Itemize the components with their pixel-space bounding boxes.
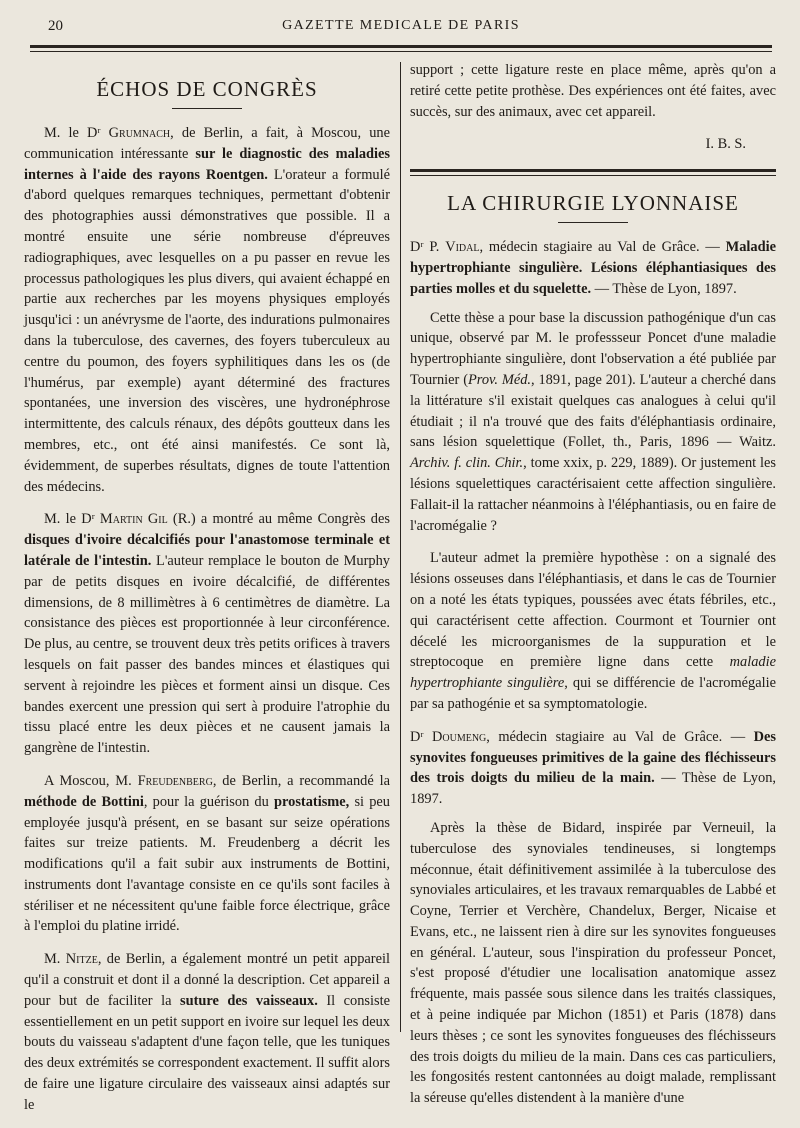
column-divider: [400, 62, 401, 1032]
paragraph-grumnach: M. le Dʳ Grumnach, de Berlin, a fait, à Moscou, une communication intéressante sur le diagnostic des maladies internes à l'aide des rayons Roentgen. L'orateur a formulé d'abord quelques remarques techniques, permettant d'obtenir des photographies aussi démonstratives que possible. Il a montré ensuite une série nombreuse d'épreuves radiographiques, avec lesquelles on a pu passer en revue les processus pathologiques les plus divers, qui avaient échappé en partie aux recherches par les moyens physiques employés jusqu'ici : un anévrysme de l'aorte, des indurations pulmonaires dans la tuberculose, des cavernes, des foyers tuberculeux au centre du poumon, des foyers syphilitiques dans les os (de l'humérus, par exemple) ayant déterminé des fractures spontanées, une inversion des viscères, une hydronéphrose intermittente, des calculs rénaux, des dépôts goutteux dans les membres, etc., ont été ainsi manifestés. Ce sont là, évidemment, de superbes résultats, dignes de toute l'attention des médecins.: [24, 125, 390, 495]
paragraph-vidal-1: Cette thèse a pour base la discussion pathogénique d'un cas unique, observé par M. le professseur Poncet d'une maladie hypertrophiante singulière, dont l'observation a été publiée par Tournier (Prov. Méd., 1891, page 201). L'auteur a cherché dans la littérature s'il existait quelques cas analogues à celui qu'il étudiait ; il n'a trouvé que des faits d'éléphantiasis ordinaire, sans lésion squelettique (Follet, th., Paris, 1896 — Waitz. Archiv. f. clin. Chir., tome xxix, p. 229, 1889). Or justement les lésions squelettiques caractérisaient cette affection singulière. Fallait-il la rattacher néanmoins à l'éléphantiasis, ou en faire de l'acromégalie ?: [410, 309, 777, 534]
running-title: GAZETTE MEDICALE DE PARIS: [282, 18, 520, 33]
author-name: Doumeng: [432, 728, 487, 745]
author-name: Nitze: [65, 951, 98, 968]
section-rule-thin: [410, 175, 776, 176]
section-rule: [558, 222, 628, 223]
page-header: [30, 14, 772, 40]
author-name: Martin Gil: [99, 511, 168, 528]
author-name: Freudenberg: [137, 772, 213, 789]
section-title-chirurgie: LA CHIRURGIE LYONNAISE: [447, 191, 739, 216]
bold-topic: prostatisme,: [274, 793, 350, 810]
section-title-echos: ÉCHOS DE CONGRÈS: [96, 77, 318, 101]
bold-topic: suture des vaisseaux.: [179, 992, 318, 1009]
author-name: Grumnach: [108, 125, 171, 141]
reference-doumeng: Dʳ Doumeng, médecin stagiaire au Val de Grâce. — Des synovites fongueuses primitives de la gaine des fléchisseurs des trois doigts du milieu de la main. — Thèse de Lyon, 1897.: [410, 728, 776, 808]
thesis-title: Des synovites fongueuses primitives de la gaine des fléchisseurs des trois doigts du milieu de la main.: [410, 728, 776, 787]
paragraph-vidal-2: L'auteur admet la première hypothèse : on a signalé des lésions osseuses dans l'éléphantiasis, et dans le cas de Tournier on a noté les états typiques, poussées avec états fébriles, etc., qui caractérisent cette affection. Courmont et Tournier ont décelé les microorganismes de la suppuration et le streptocoque en première ligne dans cette maladie hypertrophiante singulière, qui se différencie de l'acromégalie par sa pathogénie et sa symptomatologie.: [410, 550, 777, 712]
section-rule-thick: [410, 169, 776, 172]
bold-topic: disques d'ivoire décalcifiés pour l'anastomose terminale et latérale de l'intestin.: [24, 532, 390, 569]
header-rule-thick: [30, 45, 772, 48]
paragraph-continuation: support ; cette ligature reste en place même, après qu'on a retiré cette petite prothèse. Des expériences ont été faites, avec succès, sur des animaux, avec cet appareil.: [410, 62, 776, 120]
left-column: [24, 60, 390, 1128]
right-column: [410, 60, 776, 1121]
bold-topic: méthode de Bottini: [24, 793, 144, 810]
paragraph-freudenberg: A Moscou, M. Freudenberg, de Berlin, a recommandé la méthode de Bottini, pour la guérison du prostatisme, si peu employée jusqu'à présent, en se basant sur seize opérations faites sur treize patients. M. Freudenberg a décrit les modifications qu'il a fait subir aux instruments de Bottini, instruments dont l'avantage consiste en ce qu'ils sont faciles à stériliser et ne nécessitent qu'une faible force électrique, grâce à l'emploi du platine irridé.: [24, 772, 390, 935]
bold-topic: sur le diagnostic des maladies internes à l'aide des rayons Roentgen.: [24, 145, 390, 183]
reference-vidal: Dʳ P. Vidal, médecin stagiaire au Val de Grâce. — Maladie hypertrophiante singulière. Lésions éléphantiasiques des parties molles et du squelette. — Thèse de Lyon, 1897.: [410, 239, 776, 297]
section-rule: [172, 108, 242, 109]
page-number: 20: [48, 18, 63, 34]
paragraph-nitze: M. Nitze, de Berlin, a également montré un petit appareil qu'il a construit et dont il a donné la description. Cet appareil a pour but de faciliter la suture des vaisseaux. Il consiste essentiellement en un petit support en ivoire sur lequel les deux bouts du vaisseau s'adaptent d'une façon telle, que les tuniques des deux extrémités se correspondent exactement. Il suffit alors de faire une ligature circulaire des vaisseaux ainsi adaptés sur le: [24, 951, 390, 1113]
signature: I. B. S.: [705, 136, 746, 153]
thesis-title: Maladie hypertrophiante singulière. Lésions éléphantiasiques des parties molles et du squelette.: [410, 239, 776, 297]
author-name: Vidal: [445, 239, 480, 256]
paragraph-doumeng: Après la thèse de Bidard, inspirée par Verneuil, la tuberculose des synoviales tendineuses, si longtemps méconnue, était définitivement assimilée à la tuberculose des synoviales articulaires, et les travaux remarquables de Labbé et Coyne, Terrier et Verchère, Chandelux, Berger, Nicaise et Evans, etc., ne laissent rien à dire sur les synovites fongueuses en général. L'auteur, sous l'inspiration du professeur Poncet, s'est proposé d'étudier une localisation anatomique assez fréquente, mais passée sous silence dans les traités classiques, et à peine indiquée par Michon (1851) et Paris (1878) dans leurs thèses ; ce sont les synovites fongueuses des fléchisseurs des trois doigts du milieu de la main. Dans ces cas particuliers, les fongosités restent cantonnées au doigt malade, remplissant la séreuse qu'elles distendent à la manière d'une: [410, 819, 776, 1107]
paragraph-martin-gil: M. le Dʳ Martin Gil (R.) a montré au même Congrès des disques d'ivoire décalcifiés pour l'anastomose terminale et latérale de l'intestin. L'auteur remplace le bouton de Murphy par de petits disques en ivoire décalcifié, de différentes dimensions, de 8 millimètres à 6 centimètres de diamètre. La consistance des pièces est proportionnée à leur circonférence. De plus, au centre, se trouvent deux très petits orifices à travers lesquels on fait passer des bandes minces et élastiques qui servent à rejoindre les pièces et forment ainsi un disque. Ces bandes exercent une pression qui sert à produire l'atrophie du tissu placé entre les deux pièces et ne causent jamais la gangrène de l'intestin.: [24, 511, 390, 757]
header-rule-thin: [30, 51, 772, 52]
